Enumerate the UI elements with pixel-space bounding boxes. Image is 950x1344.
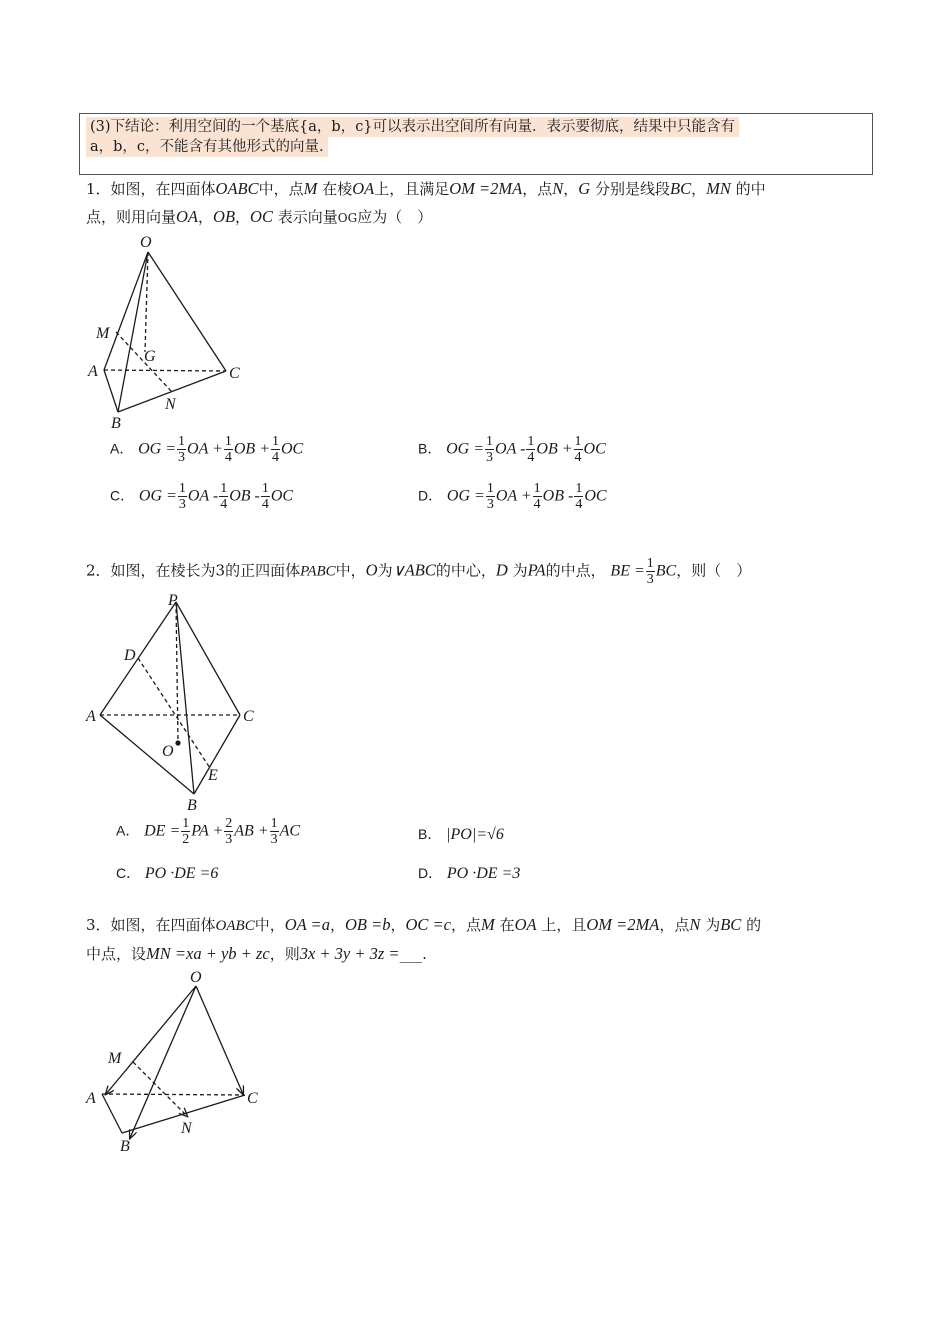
note-line-1: (3)下结论：利用空间的一个基底{a，b，c}可以表示出空间所有向量．表示要彻底，结果中只能含有 [86, 117, 739, 137]
q1-label-C: C [229, 365, 240, 382]
q2-center-point-O [175, 740, 180, 745]
q3-tetrahedron-figure [80, 966, 280, 1156]
q2-option-d[interactable]: D． PO ·DE =3 [418, 865, 521, 882]
q3-label-A: A [86, 1090, 96, 1107]
q2-label-P: P [168, 592, 178, 609]
q2-label-A: A [86, 708, 96, 725]
q3-label-N: N [181, 1120, 192, 1137]
q2-option-b[interactable]: B． |PO|=√6 [418, 826, 504, 843]
note-line-2: a，b，c，不能含有其他形式的向量. [86, 137, 328, 157]
q1-label-N: N [165, 396, 176, 413]
q3-label-C: C [247, 1090, 258, 1107]
q3-label-O: O [190, 969, 202, 986]
q2-option-a[interactable]: A． DE = $\frac{1}{2}$ PA + $\frac{2}{3}$ AB + $\frac{1}{3}$ AC [116, 816, 301, 847]
q1-tetrahedron-figure [80, 230, 260, 430]
q1-label-A: A [88, 363, 98, 380]
q1-option-c[interactable]: C． OG = $\frac{1}{3}$ OA - $\frac{1}{4}$ OB - $\frac{1}{4}$ OC [110, 481, 294, 512]
q3-label-B: B [120, 1138, 130, 1155]
q1-option-b[interactable]: B． OG = $\frac{1}{3}$ OA - $\frac{1}{4}$ OB + $\frac{1}{4}$ OC [418, 434, 606, 465]
q1-stem-line-2: 点，则用向量OA，OB，OC 表示向量OG应为（ ） [86, 207, 433, 226]
q2-option-c[interactable]: C． PO ·DE =6 [116, 865, 219, 882]
q1-option-d[interactable]: D． OG = $\frac{1}{3}$ OA + $\frac{1}{4}$ OB - $\frac{1}{4}$ OC [418, 481, 607, 512]
q2-label-D: D [124, 647, 136, 664]
q1-label-O: O [140, 234, 152, 251]
q1-label-M: M [96, 325, 110, 342]
q3-stem-line-2: 中点，设MN =xa + yb + zc，则3x + 3y + 3z =___. [86, 944, 427, 963]
q1-option-a[interactable]: A． OG = $\frac{1}{3}$ OA + $\frac{1}{4}$ OB + $\frac{1}{4}$ OC [110, 434, 304, 465]
summary-note-box [79, 113, 873, 175]
q2-tetrahedron-figure [80, 588, 280, 813]
q1-label-G: G [144, 348, 156, 365]
q2-label-O: O [162, 743, 174, 760]
q1-label-B: B [111, 415, 121, 430]
q3-answer-blank[interactable]: ___. [399, 945, 427, 963]
q3-label-M: M [108, 1050, 122, 1067]
q2-stem: 2．如图，在棱长为3的正四面体PABC中，O为∨ABC的中心，D 为PA的中点， BE = $\frac{1}{3}$ BC，则（ ） [86, 556, 752, 587]
q2-label-B: B [187, 797, 197, 813]
q1-stem-line-1: 1．如图，在四面体OABC中，点M 在棱OA上，且满足OM =2MA，点N，G 分别是线段BC，MN 的中 [86, 179, 766, 198]
q2-label-C: C [243, 708, 254, 725]
q3-stem-line-1: 3．如图，在四面体OABC中，OA =a，OB =b，OC =c，点M 在OA 上，且OM =2MA，点N 为BC 的 [86, 915, 762, 934]
q2-label-E: E [208, 767, 218, 784]
